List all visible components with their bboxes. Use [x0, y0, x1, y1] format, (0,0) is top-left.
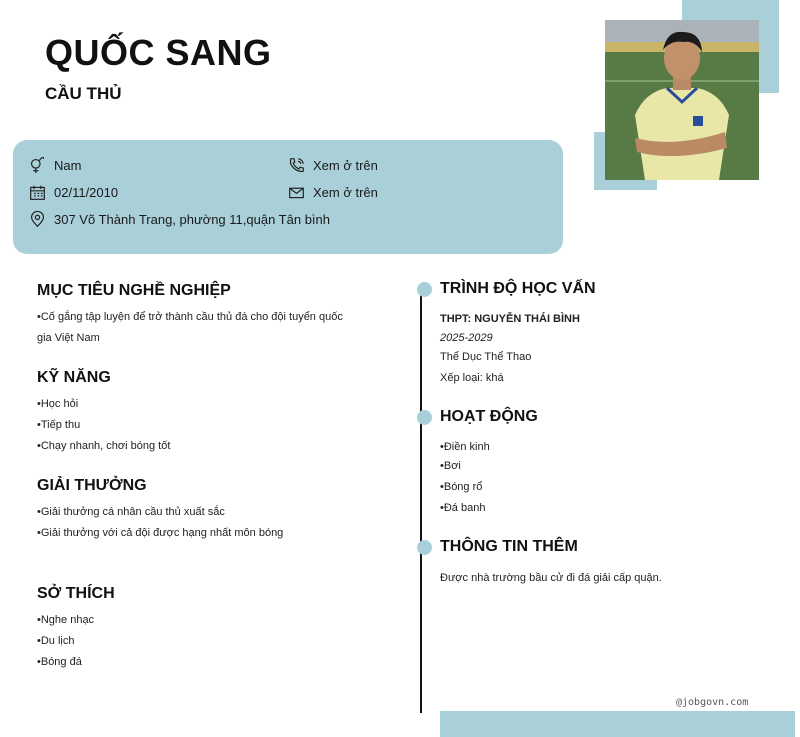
gender-icon — [28, 156, 46, 174]
education-grade: Xếp loại: khá — [440, 372, 504, 384]
award-item: •Giải thưởng với cả đội được hạng nhất môn bóng — [37, 527, 284, 539]
birthdate-value: 02/11/2010 — [54, 184, 119, 200]
gender-value: Nam — [54, 157, 82, 173]
phone-icon — [287, 156, 305, 174]
skills-title: KỸ NĂNG — [37, 369, 111, 386]
contact-address — [28, 210, 330, 228]
watermark: @jobgovn.com — [676, 697, 749, 708]
activity-item: •Đá banh — [440, 502, 486, 514]
mail-icon — [287, 183, 305, 201]
education-title: TRÌNH ĐỘ HỌC VẤN — [440, 280, 596, 297]
awards-title: GIẢI THƯỞNG — [37, 477, 147, 494]
hobbies-title: SỞ THÍCH — [37, 585, 115, 602]
contact-email — [287, 183, 378, 201]
address-value: 307 Võ Thành Trang, phường 11,quận Tân bình — [54, 211, 330, 227]
education-years: 2025-2029 — [440, 332, 493, 344]
objective-text-line1: •Cố gắng tập luyện để trở thành cầu thủ đá cho đội tuyển quốc — [37, 311, 343, 323]
contact-panel — [13, 140, 563, 254]
objective-title: MỤC TIÊU NGHỀ NGHIỆP — [37, 282, 231, 299]
contact-gender — [28, 156, 81, 174]
contact-phone — [287, 156, 378, 174]
award-item: •Giải thưởng cá nhân cầu thủ xuất sắc — [37, 506, 225, 518]
profile-photo — [605, 20, 759, 180]
calendar-icon — [28, 183, 46, 201]
candidate-role: CẦU THỦ — [45, 84, 122, 103]
candidate-name: QUỐC SANG — [45, 32, 272, 73]
extra-info-text: Được nhà trường bầu cử đi đá giải cấp quận. — [440, 572, 662, 584]
timeline-dot — [417, 410, 432, 425]
location-icon — [28, 210, 46, 228]
extra-info-title: THÔNG TIN THÊM — [440, 538, 578, 555]
hobby-item: •Bóng đá — [37, 656, 82, 668]
skill-item: •Học hỏi — [37, 398, 79, 410]
skill-item: •Chạy nhanh, chơi bóng tốt — [37, 440, 171, 452]
hobby-item: •Du lịch — [37, 635, 75, 647]
activity-item: •Bóng rổ — [440, 481, 483, 493]
email-value: Xem ở trên — [313, 184, 378, 200]
phone-value: Xem ở trên — [313, 157, 378, 173]
activities-title: HOẠT ĐỘNG — [440, 408, 538, 425]
school-name: THPT: NGUYỄN THÁI BÌNH — [440, 313, 580, 325]
timeline-dot — [417, 540, 432, 555]
timeline-line — [420, 289, 422, 713]
education-major: Thể Dục Thể Thao — [440, 351, 532, 363]
activity-item: •Bơi — [440, 460, 461, 472]
decorative-bar — [440, 711, 795, 737]
timeline-dot — [417, 282, 432, 297]
skill-item: •Tiếp thu — [37, 419, 81, 431]
hobby-item: •Nghe nhạc — [37, 614, 95, 626]
activity-item: •Điền kinh — [440, 441, 490, 453]
objective-text-line2: gia Việt Nam — [37, 332, 100, 344]
contact-birthdate — [28, 183, 118, 201]
